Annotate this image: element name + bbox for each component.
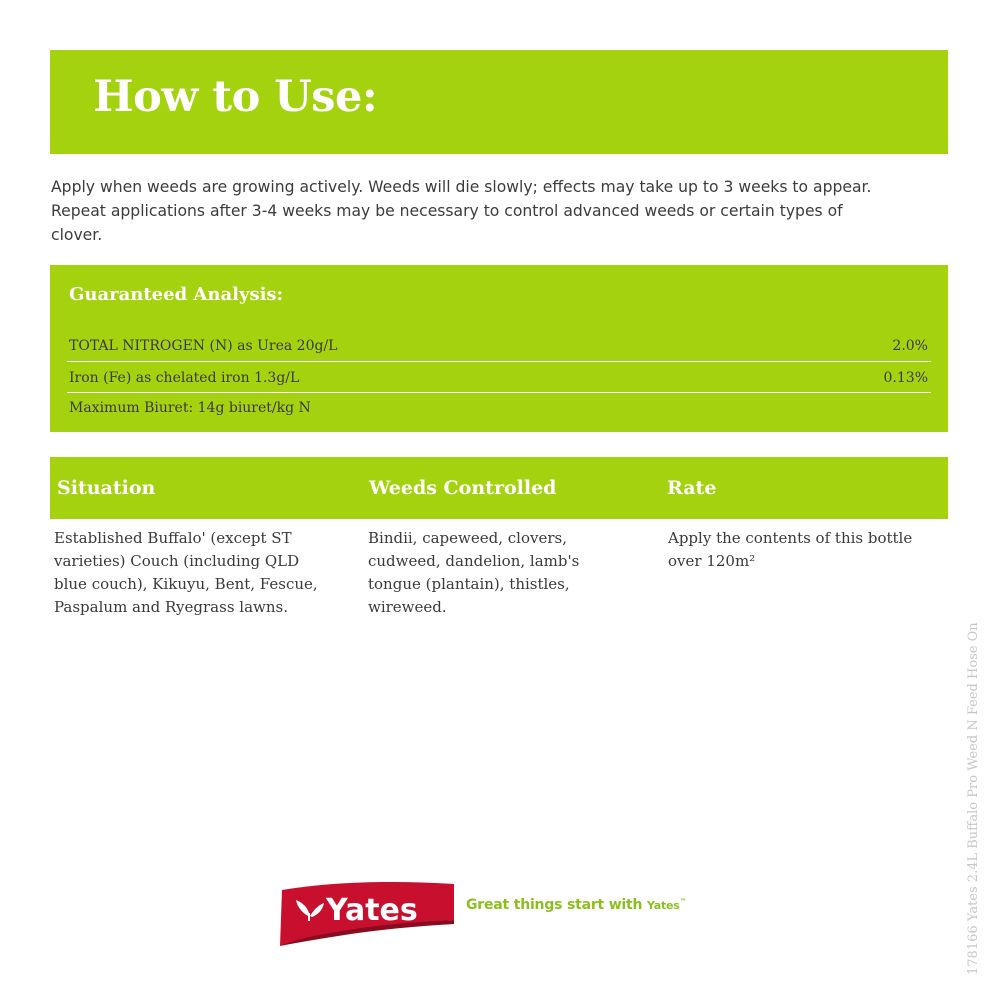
instructions-line: Apply when weeds are growing actively. Weeds will die slowly; effects may take up to 3 weeks to appear.	[51, 178, 872, 196]
analysis-title: Guaranteed Analysis:	[69, 284, 284, 305]
tagline	[466, 897, 686, 913]
page-title: How to Use:	[93, 72, 378, 122]
cell-line: Paspalum and Ryegrass lawns.	[54, 598, 288, 616]
instructions-line: clover.	[51, 226, 103, 244]
cell-line: over 120m²	[668, 552, 756, 570]
analysis-label: Maximum Biuret: 14g biuret/kg N	[69, 400, 311, 416]
usage-table-header	[50, 457, 948, 519]
how-to-use-banner	[50, 50, 948, 154]
column-header-weeds: Weeds Controlled	[369, 477, 557, 499]
cell-line: cudweed, dandelion, lamb's	[368, 552, 580, 570]
cell-line: Apply the contents of this bottle	[668, 529, 913, 547]
cell-line: blue couch), Kikuyu, Bent, Fescue,	[54, 575, 318, 593]
analysis-label: TOTAL NITROGEN (N) as Urea 20g/L	[69, 338, 338, 354]
cell-line: tongue (plantain), thistles,	[368, 575, 570, 593]
column-header-situation: Situation	[57, 477, 156, 499]
trademark: ™	[679, 897, 687, 906]
logo-text: Yates	[326, 893, 418, 928]
rate-cell	[668, 527, 912, 573]
analysis-value: 0.13%	[883, 370, 928, 386]
divider	[67, 361, 931, 362]
tagline-main: Great things start with	[466, 897, 647, 913]
cell-line: Bindii, capeweed, clovers,	[368, 529, 567, 547]
analysis-label: Iron (Fe) as chelated iron 1.3g/L	[69, 370, 300, 386]
cell-line: wireweed.	[368, 598, 447, 616]
product-code: 178166 Yates 2.4L Buffalo Pro Weed N Feed Hose On	[966, 622, 981, 975]
weeds-cell	[368, 527, 579, 619]
analysis-row	[69, 331, 928, 361]
analysis-row	[69, 393, 928, 423]
situation-cell	[54, 527, 318, 619]
column-header-rate: Rate	[667, 477, 717, 499]
tagline-brand: Yates	[646, 899, 680, 912]
cell-line: Established Buffalo' (except ST	[54, 529, 292, 547]
analysis-value: 2.0%	[892, 338, 928, 354]
instructions-text	[51, 175, 956, 247]
analysis-row	[69, 363, 928, 393]
cell-line: varieties) Couch (including QLD	[54, 552, 300, 570]
instructions-line: Repeat applications after 3-4 weeks may be necessary to control advanced weeds or certain types of	[51, 202, 843, 220]
yates-logo	[276, 880, 456, 946]
guaranteed-analysis-panel	[50, 265, 948, 432]
